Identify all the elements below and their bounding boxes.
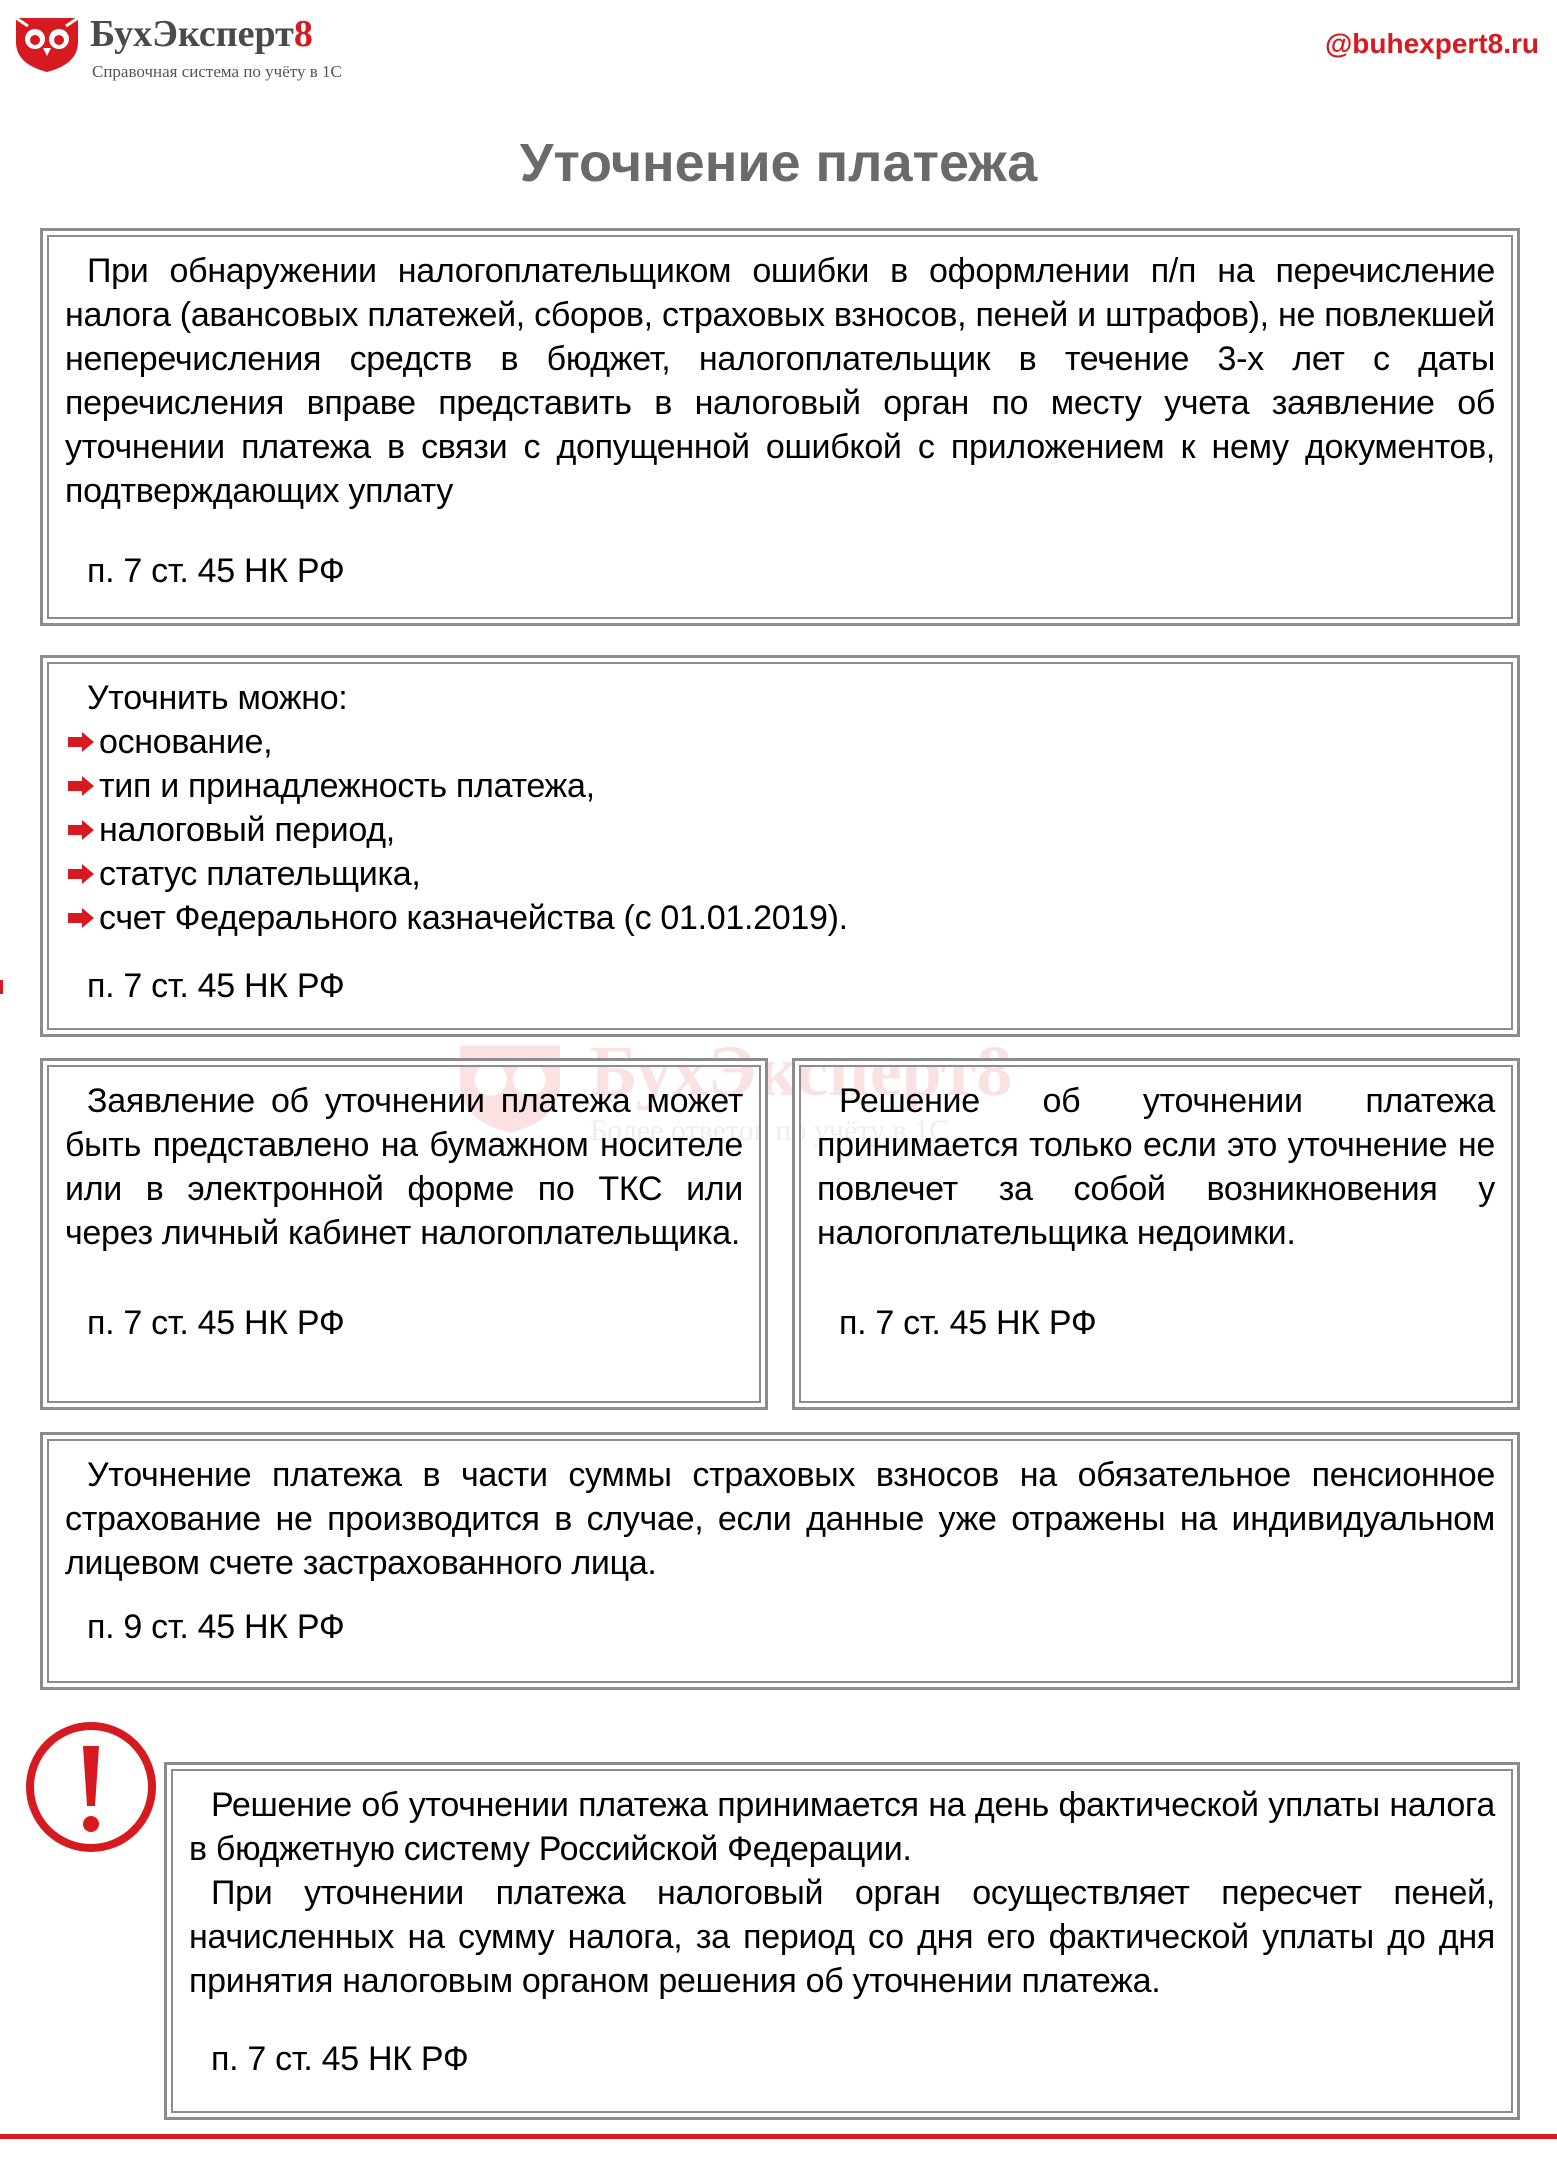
exclamation-circle-icon	[24, 1720, 158, 1854]
block-decision-ref: п. 7 ст. 45 НК РФ	[211, 2040, 469, 2078]
list-heading: Уточнить можно:	[87, 679, 348, 717]
list-item: налоговый период,	[65, 808, 1495, 852]
red-arrow-icon	[67, 864, 95, 884]
red-arrow-icon	[67, 908, 95, 928]
block-no-arrears	[792, 1058, 1520, 1410]
list-item: основание,	[65, 720, 1495, 764]
footer-divider	[0, 2134, 1557, 2139]
page-title: Уточнение платежа	[519, 133, 1038, 193]
block-pension-text: Уточнение платежа в части суммы страховых взносов на обязательное пенсионное страхование не производится в случае, если данные уже отражены на индивидуальном лицевом счете застрахованного лица.	[65, 1456, 1495, 1582]
block-no-arrears-ref: п. 7 ст. 45 НК РФ	[839, 1304, 1097, 1342]
block-deadline	[40, 228, 1520, 626]
red-arrow-icon	[67, 732, 95, 752]
red-arrow-icon	[67, 776, 95, 796]
block-list-text	[65, 676, 1495, 940]
block-pension-ref: п. 9 ст. 45 НК РФ	[87, 1608, 345, 1646]
site-link[interactable]: @buhexpert8.ru	[1324, 28, 1539, 59]
brand-logo[interactable]	[12, 10, 392, 82]
block-submission-text: Заявление об уточнении платежа может быть представлено на бумажном носителе или в электронной форме по ТКС или через личный кабинет налогоплательщика.	[65, 1082, 743, 1252]
block-deadline-ref: п. 7 ст. 45 НК РФ	[87, 552, 345, 590]
block-submission-ref: п. 7 ст. 45 НК РФ	[87, 1304, 345, 1342]
red-arrow-icon	[67, 820, 95, 840]
watermark-subtitle: Более ответов по учёту в 1С	[590, 1114, 950, 1147]
list-item: статус плательщика,	[65, 852, 1495, 896]
edge-mark	[0, 980, 3, 994]
block-decision-date	[164, 1762, 1520, 2120]
block-decision-text	[189, 1783, 1495, 2003]
block-submission-form	[40, 1058, 768, 1410]
clarify-list	[65, 720, 1495, 940]
block-list-ref: п. 7 ст. 45 НК РФ	[87, 967, 345, 1005]
decision-para-2: При уточнении платежа налоговый орган осуществляет пересчет пеней, начисленных на сумму налога, за период со дня его фактической уплаты до дня принятия налоговым органом решения об уточнении платежа.	[189, 1874, 1495, 2000]
block-no-arrears-text: Решение об уточнении платежа принимается только если это уточнение не повлечет за собой возникновения у налогоплательщика недоимки.	[817, 1082, 1495, 1252]
decision-para-1: Решение об уточнении платежа принимается на день фактической уплаты налога в бюджетную систему Российской Федерации.	[189, 1786, 1495, 1868]
brand-tagline: Справочная система по учёту в 1С	[92, 62, 342, 81]
block-pension-contributions	[40, 1432, 1520, 1690]
block-deadline-text: При обнаружении налогоплательщиком ошибки в оформлении п/п на перечисление налога (авансовых платежей, сборов, страховых взносов, пеней и штрафов), не повлекшей неперечисления средств в бюджет, налогоплательщик в течение 3-х лет с даты перечисления вправе представить в налоговый орган по месту учета заявление об уточнении платежа в связи с допущенной ошибкой с приложением к нему документов, подтверждающих уплату	[65, 252, 1495, 510]
owl-logo-icon	[12, 12, 82, 74]
watermark-brand: БухЭксперт8	[590, 1031, 1013, 1111]
brand-name: БухЭксперт8	[90, 13, 313, 55]
block-what-can-be-clarified	[40, 655, 1520, 1037]
list-item: тип и принадлежность платежа,	[65, 764, 1495, 808]
list-item: счет Федерального казначейства (с 01.01.2019).	[65, 896, 1495, 940]
